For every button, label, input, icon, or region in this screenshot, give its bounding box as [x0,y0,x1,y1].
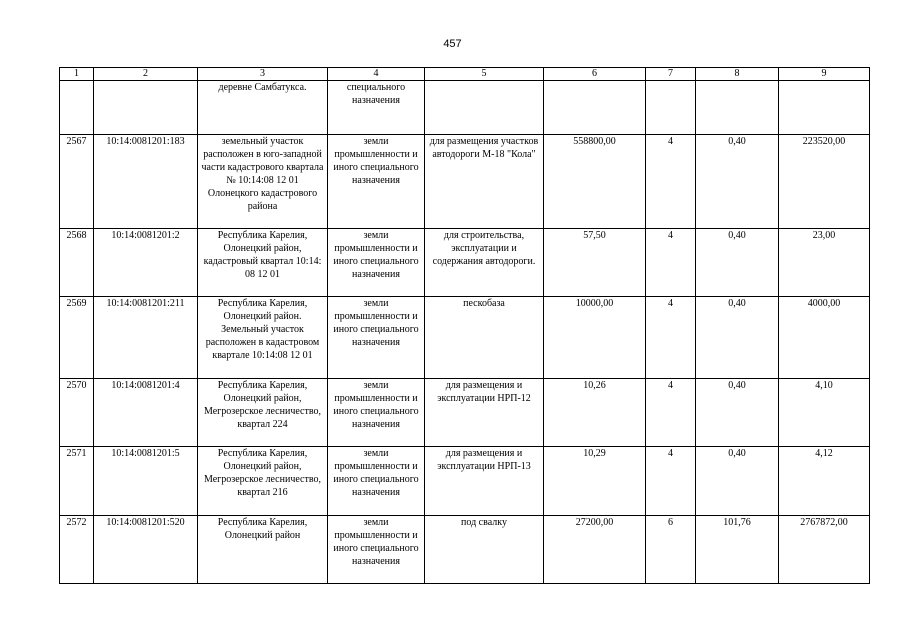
cadastral-number: 10:14:0081201:4 [94,379,198,447]
column-header: 2 [94,68,198,81]
location-cell: деревне Самбатукса. [198,81,328,135]
column-header: 6 [544,68,646,81]
location-cell: земельный участок расположен в юго-западной части кадастрового квартала № 10:14:08 12 01 Олонецкого кадастрового района [198,135,328,229]
area-cell: 10000,00 [544,297,646,379]
area-cell: 558800,00 [544,135,646,229]
column-number-row [60,68,870,81]
page-number: 457 [443,38,462,50]
cadastral-number: 10:14:0081201:2 [94,229,198,297]
coefficient-cell: 0,40 [696,135,779,229]
area-cell: 57,50 [544,229,646,297]
cadastral-number [94,81,198,135]
cadastral-number: 10:14:0081201:211 [94,297,198,379]
row-number [60,81,94,135]
column-header: 7 [646,68,696,81]
coefficient-cell: 0,40 [696,379,779,447]
sum-cell: 4,10 [779,379,870,447]
sum-cell: 23,00 [779,229,870,297]
coefficient-cell [696,81,779,135]
land-category-cell: земли промышленности и иного специального назначения [328,516,425,584]
table-row [60,516,870,584]
permitted-use-cell: пескобаза [425,297,544,379]
column-header: 4 [328,68,425,81]
land-category-cell: земли промышленности и иного специального назначения [328,135,425,229]
row-number: 2572 [60,516,94,584]
land-category-cell: земли промышленности и иного специального назначения [328,229,425,297]
cadastral-number: 10:14:0081201:5 [94,447,198,516]
permitted-use-cell: для размещения и эксплуатации НРП-13 [425,447,544,516]
table-row [60,297,870,379]
rate-cell: 6 [646,516,696,584]
cadastral-number: 10:14:0081201:183 [94,135,198,229]
table-row [60,447,870,516]
location-cell: Республика Карелия, Олонецкий район. Земельный участок расположен в кадастровом квартале 10:14:08 12 01 [198,297,328,379]
rate-cell: 4 [646,297,696,379]
rate-cell: 4 [646,379,696,447]
area-cell: 27200,00 [544,516,646,584]
permitted-use-cell: для размещения и эксплуатации НРП-12 [425,379,544,447]
rate-cell: 4 [646,135,696,229]
coefficient-cell: 0,40 [696,297,779,379]
sum-cell [779,81,870,135]
row-number: 2569 [60,297,94,379]
rate-cell [646,81,696,135]
cadastral-number: 10:14:0081201:520 [94,516,198,584]
coefficient-cell: 0,40 [696,447,779,516]
coefficient-cell: 0,40 [696,229,779,297]
land-category-cell: специального назначения [328,81,425,135]
column-header: 5 [425,68,544,81]
location-cell: Республика Карелия, Олонецкий район [198,516,328,584]
row-number: 2570 [60,379,94,447]
location-cell: Республика Карелия, Олонецкий район, Мегрозерское лесничество, квартал 216 [198,447,328,516]
sum-cell: 4000,00 [779,297,870,379]
rate-cell: 4 [646,447,696,516]
table-row [60,379,870,447]
location-cell: Республика Карелия, Олонецкий район, кадастровый квартал 10:14: 08 12 01 [198,229,328,297]
permitted-use-cell: для строительства, эксплуатации и содержания автодороги. [425,229,544,297]
permitted-use-cell: под свалку [425,516,544,584]
location-cell: Республика Карелия, Олонецкий район, Мегрозерское лесничество, квартал 224 [198,379,328,447]
row-number: 2568 [60,229,94,297]
coefficient-cell: 101,76 [696,516,779,584]
sum-cell: 223520,00 [779,135,870,229]
area-cell: 10,26 [544,379,646,447]
table-row [60,229,870,297]
row-number: 2567 [60,135,94,229]
land-category-cell: земли промышленности и иного специального назначения [328,379,425,447]
table-row [60,81,870,135]
row-number: 2571 [60,447,94,516]
permitted-use-cell [425,81,544,135]
rate-cell: 4 [646,229,696,297]
sum-cell: 4,12 [779,447,870,516]
area-cell: 10,29 [544,447,646,516]
land-plots-table [59,67,870,584]
column-header: 1 [60,68,94,81]
sum-cell: 2767872,00 [779,516,870,584]
column-header: 9 [779,68,870,81]
permitted-use-cell: для размещения участков автодороги М-18 "Кола" [425,135,544,229]
area-cell [544,81,646,135]
land-category-cell: земли промышленности и иного специального назначения [328,297,425,379]
land-category-cell: земли промышленности и иного специального назначения [328,447,425,516]
column-header: 8 [696,68,779,81]
table-row [60,135,870,229]
column-header: 3 [198,68,328,81]
